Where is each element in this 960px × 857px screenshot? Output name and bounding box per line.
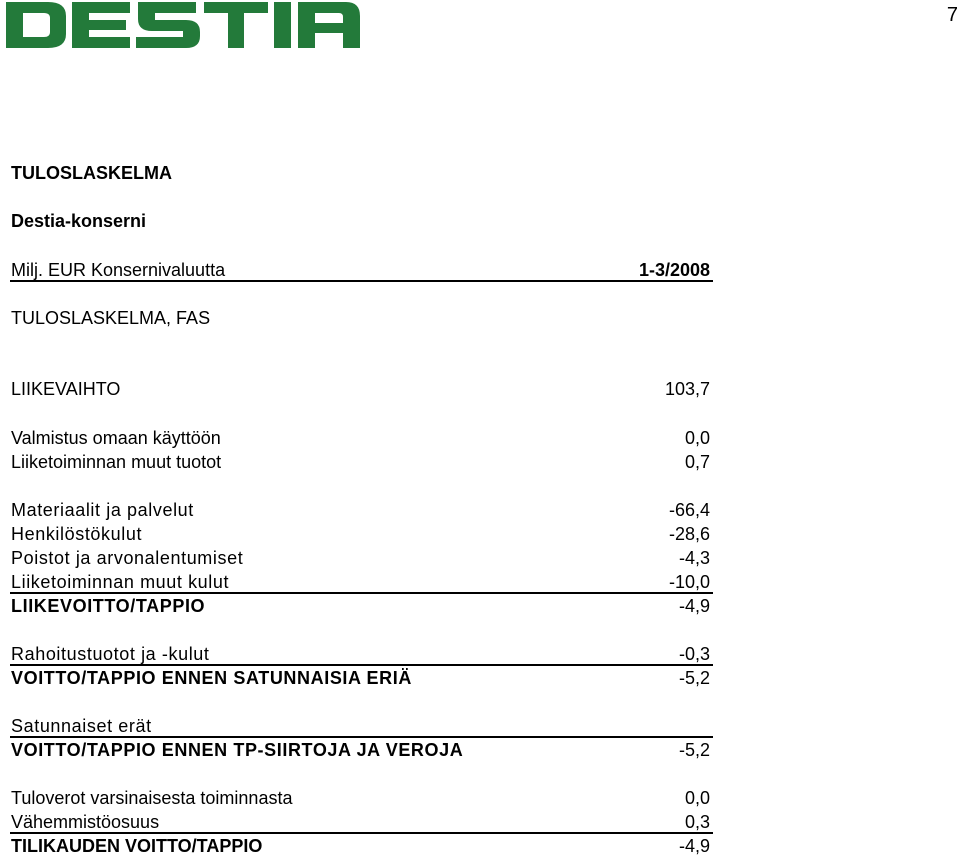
- row-label: LIIKEVAIHTO: [11, 379, 121, 399]
- row-tilikauden-tulos: [11, 835, 710, 857]
- row-value: -28,6: [668, 524, 710, 544]
- row-value: 0,7: [684, 452, 710, 472]
- row-poistot: [11, 547, 710, 569]
- row-liikevaihto: [11, 378, 710, 400]
- row-value: 0,0: [684, 788, 710, 808]
- row-value: -4,3: [678, 548, 710, 568]
- row-value: -4,9: [678, 596, 710, 616]
- row-rahoitus: [11, 643, 710, 665]
- section-title-row: [11, 307, 710, 329]
- subtotal-rule: [10, 592, 713, 594]
- period-label: 1-3/2008: [638, 260, 710, 280]
- row-value: 103,7: [664, 379, 710, 399]
- destia-logo: [6, 2, 360, 48]
- row-muut-tuotot: [11, 451, 710, 473]
- row-label: Poistot ja arvonalentumiset: [11, 548, 244, 568]
- row-label: TILIKAUDEN VOITTO/TAPPIO: [11, 836, 263, 856]
- row-label: VOITTO/TAPPIO ENNEN TP-SIIRTOJA JA VEROJA: [11, 740, 464, 760]
- row-label: Valmistus omaan käyttöön: [11, 428, 221, 448]
- row-ennen-tp-siirtoja: [11, 739, 710, 761]
- header-rule: [10, 280, 713, 282]
- row-label: Liiketoiminnan muut tuotot: [11, 452, 222, 472]
- row-label: Henkilöstökulut: [11, 524, 143, 544]
- row-value: -5,2: [678, 668, 710, 688]
- row-value: -10,0: [668, 572, 710, 592]
- row-label: Vähemmistöosuus: [11, 812, 160, 832]
- row-value: 0,3: [684, 812, 710, 832]
- row-value: -5,2: [678, 740, 710, 760]
- row-henkilosto: [11, 523, 710, 545]
- row-label: VOITTO/TAPPIO ENNEN SATUNNAISIA ERIÄ: [11, 668, 412, 688]
- subtotal-rule: [10, 664, 713, 666]
- subtotal-rule: [10, 736, 713, 738]
- row-valmistus: [11, 427, 710, 449]
- page-number: 7: [946, 4, 958, 26]
- row-label: Tuloverot varsinaisesta toiminnasta: [11, 788, 293, 808]
- row-value: -4,9: [678, 836, 710, 856]
- row-vahemmisto: [11, 811, 710, 833]
- row-label: Liiketoiminnan muut kulut: [11, 572, 230, 592]
- total-rule: [10, 832, 713, 834]
- document-title: TULOSLASKELMA: [11, 163, 172, 183]
- row-muut-kulut: [11, 571, 710, 593]
- row-value: 0,0: [684, 428, 710, 448]
- row-label: Rahoitustuotot ja -kulut: [11, 644, 210, 664]
- row-liikevoitto: [11, 595, 710, 617]
- row-value: -0,3: [678, 644, 710, 664]
- row-tuloverot: [11, 787, 710, 809]
- row-satunnaiset: [11, 715, 710, 737]
- row-label: LIIKEVOITTO/TAPPIO: [11, 596, 206, 616]
- company-name: Destia-konserni: [11, 211, 147, 231]
- row-ennen-satunnaisia: [11, 667, 710, 689]
- row-label: Satunnaiset erät: [11, 716, 152, 736]
- row-label: Materiaalit ja palvelut: [11, 500, 194, 520]
- row-value: -66,4: [668, 500, 710, 520]
- currency-header-row: [11, 259, 710, 281]
- currency-label: Milj. EUR Konsernivaluutta: [11, 260, 226, 280]
- section-title: TULOSLASKELMA, FAS: [11, 308, 211, 328]
- row-materiaalit: [11, 499, 710, 521]
